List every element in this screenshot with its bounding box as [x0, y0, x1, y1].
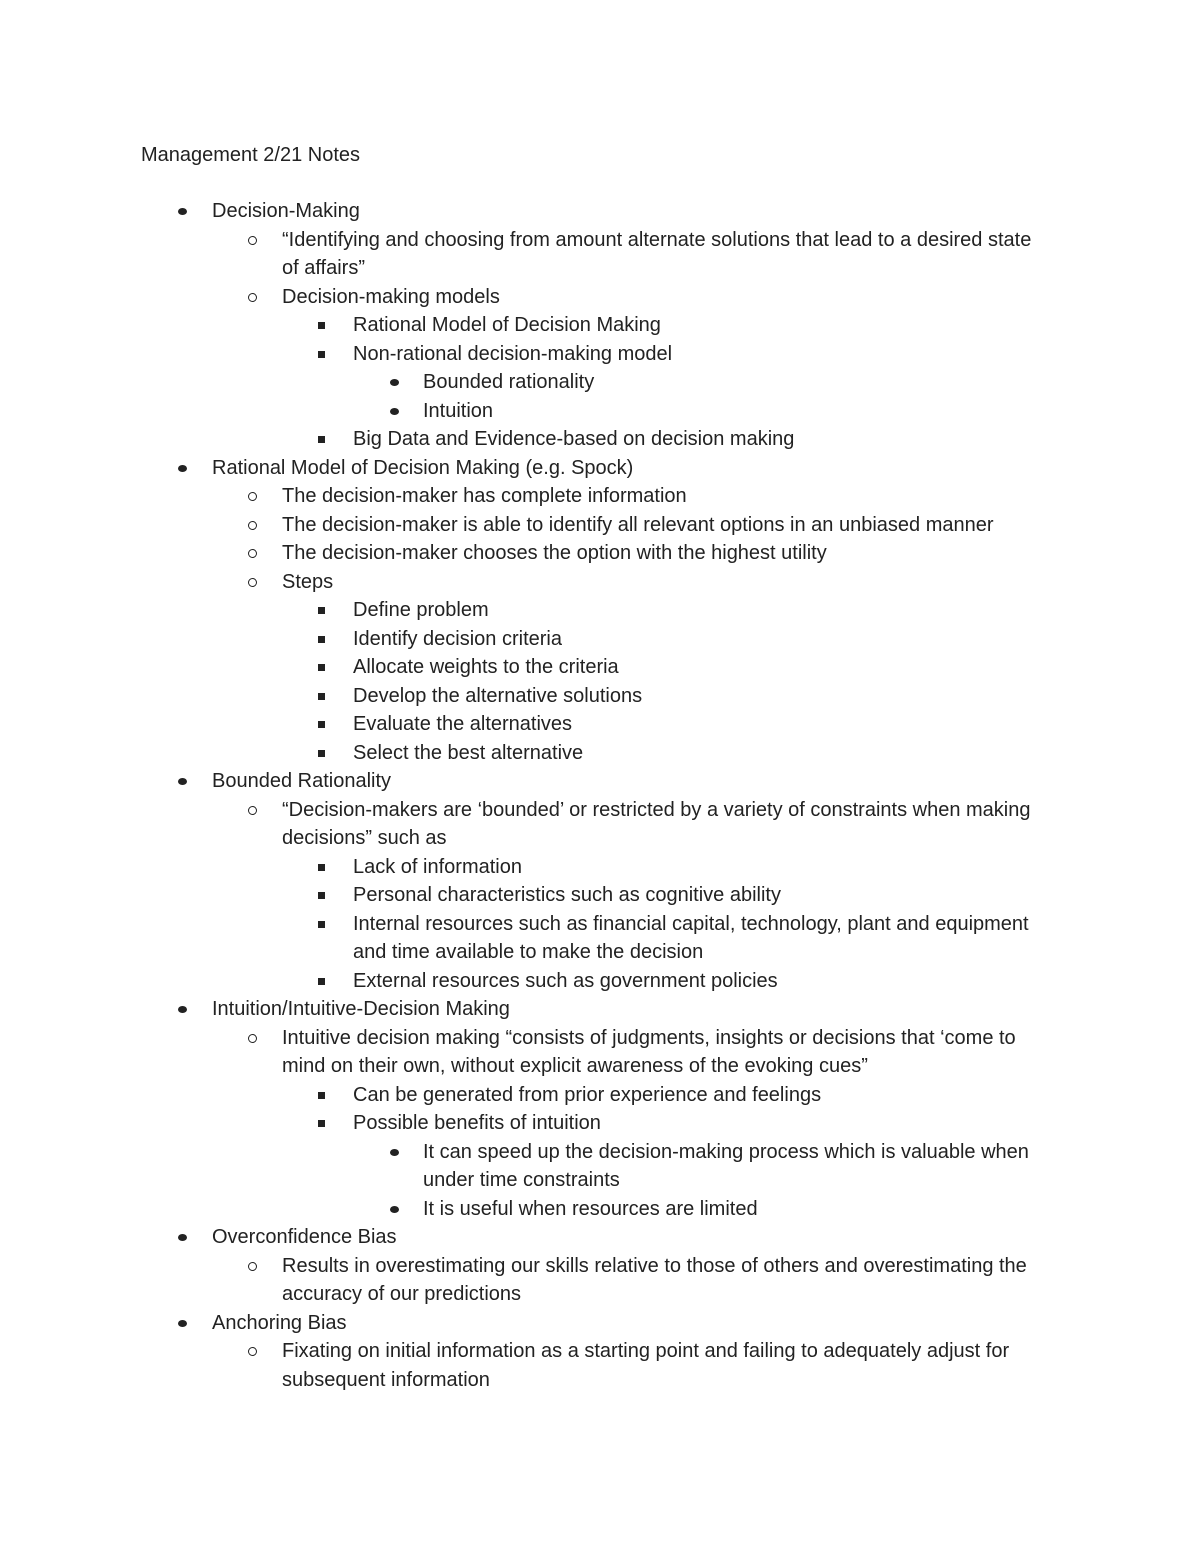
filled-circle-bullet-icon: [390, 1206, 399, 1213]
list-item: [0, 1138, 1053, 1195]
list-item-text: The decision-maker is able to identify all relevant options in an unbiased manner: [282, 513, 994, 536]
list-item: [0, 226, 1052, 283]
list-item: [0, 539, 1052, 568]
list-item-text: Big Data and Evidence-based on decision making: [353, 428, 795, 450]
list-item: [0, 682, 1053, 711]
list-item-text: Non-rational decision-making model: [353, 342, 673, 365]
list-item: [0, 1337, 1052, 1394]
list-item-text: Overconfidence Bias: [212, 1226, 397, 1248]
list-item: [0, 1024, 1052, 1081]
list-item: [0, 1109, 1053, 1138]
list-item: [0, 1081, 1053, 1110]
square-bullet-icon: [318, 978, 325, 985]
list-item-text: Anchoring Bias: [212, 1311, 347, 1334]
list-item: [0, 425, 1053, 454]
list-item: [0, 568, 1052, 597]
hollow-circle-bullet-icon: [248, 492, 257, 501]
filled-circle-bullet-icon: [178, 465, 187, 472]
list-item-text: It is useful when resources are limited: [423, 1197, 758, 1220]
square-bullet-icon: [318, 1092, 325, 1099]
page-title: Management 2/21 Notes: [141, 144, 361, 166]
square-bullet-icon: [318, 322, 325, 329]
list-item: [0, 995, 1052, 1024]
list-item-text: “Decision-makers are ‘bounded’ or restricted by a variety of constraints when making decisions” such as: [282, 798, 1031, 849]
list-item-text: Define problem: [353, 599, 489, 621]
square-bullet-icon: [318, 864, 325, 871]
list-item-text: Lack of information: [353, 855, 522, 878]
square-bullet-icon: [318, 721, 325, 728]
list-item-text: Develop the alternative solutions: [353, 684, 643, 707]
square-bullet-icon: [318, 664, 325, 671]
list-item-text: Fixating on initial information as a starting point and failing to adequately adjust for subsequent information: [282, 1340, 1010, 1391]
hollow-circle-bullet-icon: [248, 806, 257, 815]
list-item: [0, 1195, 1053, 1224]
list-item-text: “Identifying and choosing from amount alternate solutions that lead to a desired state of affairs”: [282, 228, 1032, 279]
list-item-text: Bounded Rationality: [212, 770, 392, 792]
hollow-circle-bullet-icon: [248, 1347, 257, 1356]
list-item-text: Steps: [282, 570, 334, 593]
list-item: [0, 710, 1053, 739]
list-item: [0, 767, 1052, 796]
filled-circle-bullet-icon: [390, 1149, 399, 1156]
list-item: [0, 653, 1053, 682]
list-item-text: Bounded rationality: [423, 371, 595, 393]
list-item-text: Can be generated from prior experience and feelings: [353, 1083, 822, 1106]
list-item: [0, 397, 1053, 426]
list-item: [0, 454, 1052, 483]
filled-circle-bullet-icon: [178, 778, 187, 785]
notes-list: [0, 197, 1200, 1394]
square-bullet-icon: [318, 921, 325, 928]
hollow-circle-bullet-icon: [248, 549, 257, 558]
list-item-text: Rational Model of Decision Making (e.g. Spock): [212, 456, 634, 479]
list-item: [0, 283, 1052, 312]
list-item: [0, 1252, 1052, 1309]
list-item: [0, 625, 1053, 654]
hollow-circle-bullet-icon: [248, 293, 257, 302]
list-item: [0, 596, 1053, 625]
square-bullet-icon: [318, 1120, 325, 1127]
list-item-text: Personal characteristics such as cognitive ability: [353, 884, 781, 906]
filled-circle-bullet-icon: [390, 379, 399, 386]
list-item-text: Decision-Making: [212, 200, 360, 222]
hollow-circle-bullet-icon: [248, 236, 257, 245]
filled-circle-bullet-icon: [390, 408, 399, 415]
list-item-text: Intuitive decision making “consists of judgments, insights or decisions that ‘come to mind on their own, without explicit awareness of the evoking cues”: [282, 1026, 1016, 1077]
list-item-text: The decision-maker chooses the option with the highest utility: [282, 542, 827, 564]
list-item: [0, 910, 1053, 967]
list-item: [0, 511, 1052, 540]
square-bullet-icon: [318, 607, 325, 614]
list-item: [0, 197, 1052, 226]
square-bullet-icon: [318, 436, 325, 443]
list-item-text: Evaluate the alternatives: [353, 713, 573, 735]
list-item: [0, 1309, 1052, 1338]
list-item-text: Results in overestimating our skills relative to those of others and overestimating the accuracy of our predictions: [282, 1254, 1027, 1305]
list-item: [0, 368, 1053, 397]
list-item-text: Decision-making models: [282, 285, 500, 308]
list-item-text: It can speed up the decision-making process which is valuable when under time constraints: [423, 1140, 1029, 1191]
square-bullet-icon: [318, 892, 325, 899]
list-item-text: Identify decision criteria: [353, 627, 562, 650]
square-bullet-icon: [318, 351, 325, 358]
filled-circle-bullet-icon: [178, 208, 187, 215]
list-item: [0, 311, 1053, 340]
filled-circle-bullet-icon: [178, 1234, 187, 1241]
square-bullet-icon: [318, 750, 325, 757]
square-bullet-icon: [318, 636, 325, 643]
list-item-text: Intuition/Intuitive-Decision Making: [212, 998, 510, 1020]
hollow-circle-bullet-icon: [248, 521, 257, 530]
list-item: [0, 1223, 1052, 1252]
list-item: [0, 881, 1053, 910]
list-item: [0, 853, 1053, 882]
list-item: [0, 967, 1053, 996]
list-item: [0, 796, 1052, 853]
list-item-text: Possible benefits of intuition: [353, 1112, 601, 1134]
filled-circle-bullet-icon: [178, 1320, 187, 1327]
hollow-circle-bullet-icon: [248, 578, 257, 587]
list-item-text: Internal resources such as financial capital, technology, plant and equipment and time available to make the decision: [353, 912, 1029, 963]
hollow-circle-bullet-icon: [248, 1034, 257, 1043]
list-item-text: Allocate weights to the criteria: [353, 656, 619, 678]
list-item-text: External resources such as government policies: [353, 969, 778, 992]
list-item-text: Rational Model of Decision Making: [353, 314, 661, 336]
hollow-circle-bullet-icon: [248, 1262, 257, 1271]
list-item-text: The decision-maker has complete information: [282, 485, 687, 507]
filled-circle-bullet-icon: [178, 1006, 187, 1013]
list-item: [0, 340, 1053, 369]
square-bullet-icon: [318, 693, 325, 700]
list-item-text: Select the best alternative: [353, 741, 584, 764]
list-item: [0, 739, 1053, 768]
list-item-text: Intuition: [423, 399, 494, 422]
list-item: [0, 482, 1052, 511]
